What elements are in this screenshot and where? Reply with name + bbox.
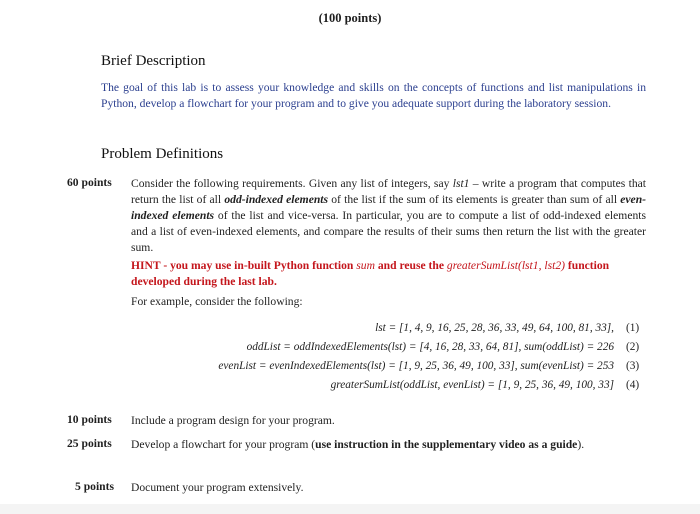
item1-description: Consider the following requirements. Given any list of integers, say lst1 – write a program that computes that return the list of all odd-indexed elements of the list if the sum of its elements is greater than sum of all even-indexed elements of the list and vice-versa. In particular, you are to compute a list of odd-indexed elements and a list of even-indexed elements, and compare the results of their sums then return the list with the greater sum.	[131, 177, 647, 254]
item4-description: Document your program extensively.	[131, 481, 304, 494]
brief-description-text: The goal of this lab is to assess your knowledge and skills on the concepts of functions and list manipulations in Python, develop a flowchart for your program and to give you adequate support during the laboratory session.	[101, 81, 646, 110]
problem-definitions-heading: Problem Definitions	[101, 146, 224, 162]
total-points: (100 points)	[318, 11, 382, 25]
item1-points: 60 points	[67, 176, 112, 189]
equation-2-number: (2)	[626, 341, 640, 353]
equation-3-number: (3)	[626, 360, 640, 372]
equation-4: greaterSumList(oddList, evenList) = [1, 9, 25, 36, 49, 100, 33]	[330, 379, 614, 391]
item2-description: Include a program design for your program.	[131, 414, 335, 427]
equation-2: oddList = oddIndexedElements(lst) = [4, 16, 28, 33, 64, 81], sum(oddList) = 226	[246, 341, 614, 353]
hint-text: HINT - you may use in-built Python function sum and reuse the greaterSumList(lst1, lst2) function developed during the last lab.	[131, 259, 610, 288]
item3-description: Develop a flowchart for your program (use instruction in the supplementary video as a guide).	[131, 438, 585, 451]
equation-4-number: (4)	[626, 379, 640, 391]
page-bottom-edge	[0, 504, 700, 514]
equation-3: evenList = evenIndexedElements(lst) = [1, 9, 25, 36, 49, 100, 33], sum(evenList) = 253	[218, 360, 614, 372]
equation-1-number: (1)	[626, 322, 640, 334]
brief-description-heading: Brief Description	[101, 53, 206, 69]
item4-points: 5 points	[75, 480, 114, 493]
item3-points: 25 points	[67, 437, 112, 450]
example-intro: For example, consider the following:	[131, 295, 303, 308]
equation-1: lst = [1, 4, 9, 16, 25, 28, 36, 33, 49, 64, 100, 81, 33],	[375, 322, 614, 334]
item2-points: 10 points	[67, 413, 112, 426]
